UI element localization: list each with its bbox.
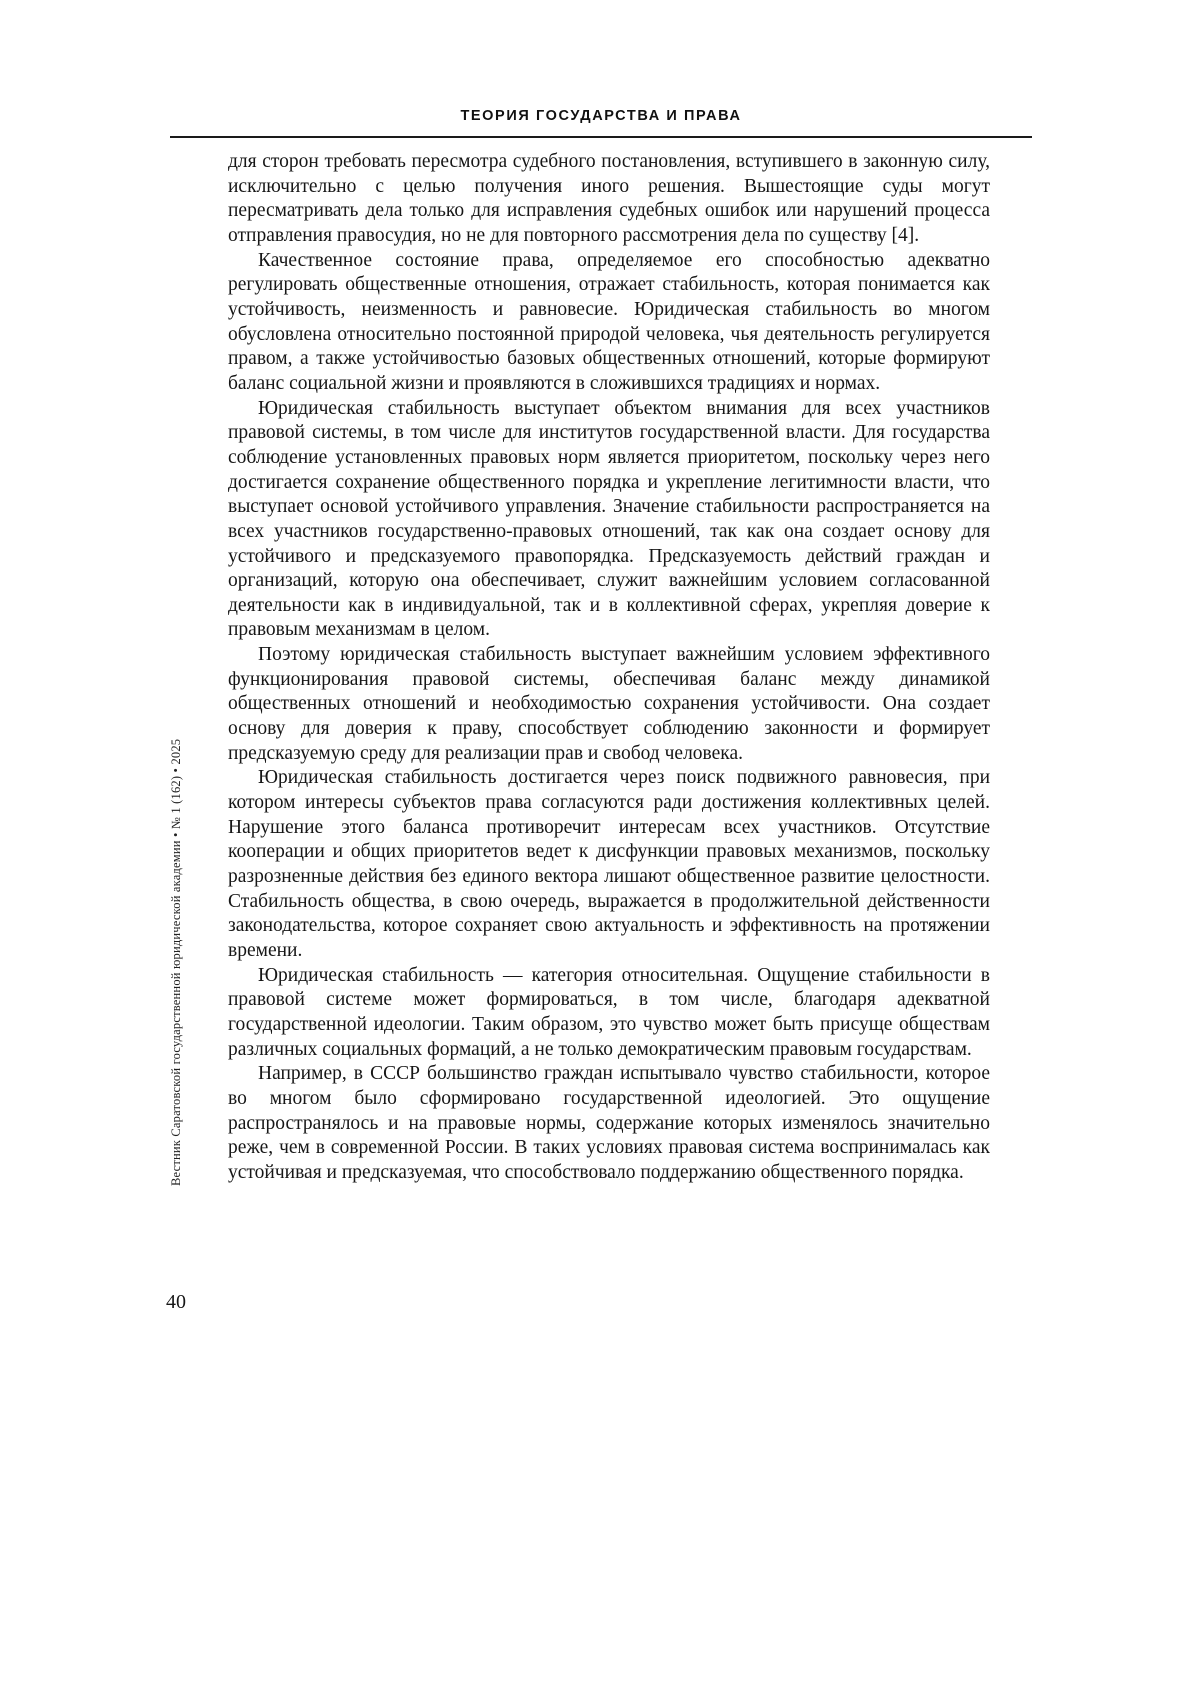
paragraph: Поэтому юридическая стабильность выступает важнейшим условием эффективного функционирования правовой системы, обеспечивая баланс между динамикой общественных отношений и необходимостью сохранения устойчивости. Она создает основу для доверия к праву, способствует соблюдению законности и формирует предсказуемую среду для реализации прав и свобод человека. [228,644,990,764]
paragraph: Юридическая стабильность — категория относительная. Ощущение стабильности в правовой системе может формироваться, в том числе, благодаря адекватной государственной идеологии. Таким образом, это чувство может быть присуще обществам различных социальных формаций, а не только демократическим правовым государствам. [228,964,990,1060]
paragraph: Юридическая стабильность выступает объектом внимания для всех участников правовой системы, в том числе для институтов государственной власти. Для государства соблюдение установленных правовых норм является приоритетом, поскольку через него достигается сохранение общественного порядка и укрепление легитимности власти, что выступает основой устойчивого управления. Значение стабильности распространяется на всех участников государственно-правовых отношений, так как она создает основу для устойчивого и предсказуемого правопорядка. Предсказуемость действий граждан и организаций, которую она обеспечивает, служит важнейшим условием согласованной деятельности как в индивидуальной, так и в коллективной сферах, укрепляя доверие к правовым механизмам в целом. [228,397,990,641]
running-head: ТЕОРИЯ ГОСУДАРСТВА И ПРАВА [460,108,742,124]
paragraph: Например, в СССР большинство граждан испытывало чувство стабильности, которое во многом было сформировано государственной идеологией. Это ощущение распространялось и на правовые нормы, содержание которых изменялось значительно реже, чем в современной России. В таких условиях правовая система воспринималась как устойчивая и предсказуемая, что способствовало поддержанию общественного порядка. [228,1063,990,1183]
header-divider [170,136,1032,138]
paragraph: Юридическая стабильность достигается через поиск подвижного равновесия, при котором интересы субъектов права согласуются ради достижения коллективных целей. Нарушение этого баланса противоречит интересам всех участников. Отсутствие кооперации и общих приоритетов ведет к дисфункции правовых механизмов, поскольку разрозненные действия без единого вектора лишают общественное развитие целостности. Стабильность общества, в свою очередь, выражается в продолжительной действенности законодательства, которое сохраняет свою актуальность и эффективность на протяжении времени. [228,767,990,961]
paragraph: для сторон требовать пересмотра судебного постановления, вступившего в законную силу, исключительно с целью получения иного решения. Вышестоящие суды могут пересматривать дела только для исправления судебных ошибок или нарушений процесса отправления правосудия, но не для повторного рассмотрения дела по существу [4]. [228,151,990,246]
article-body [228,150,990,1186]
journal-sidebar-caption: Вестник Саратовской государственной юридической академии • № 1 (162) • 2025 [169,738,183,1186]
paragraph: Качественное состояние права, определяемое его способностью адекватно регулировать общественные отношения, отражает стабильность, которая понимается как устойчивость, неизменность и равновесие. Юридическая стабильность во многом обусловлена относительно постоянной природой человека, чья деятельность регулируется правом, а также устойчивостью базовых общественных отношений, которые формируют баланс социальной жизни и проявляются в сложившихся традициях и нормах. [228,249,990,394]
page-number: 40 [166,1291,186,1313]
